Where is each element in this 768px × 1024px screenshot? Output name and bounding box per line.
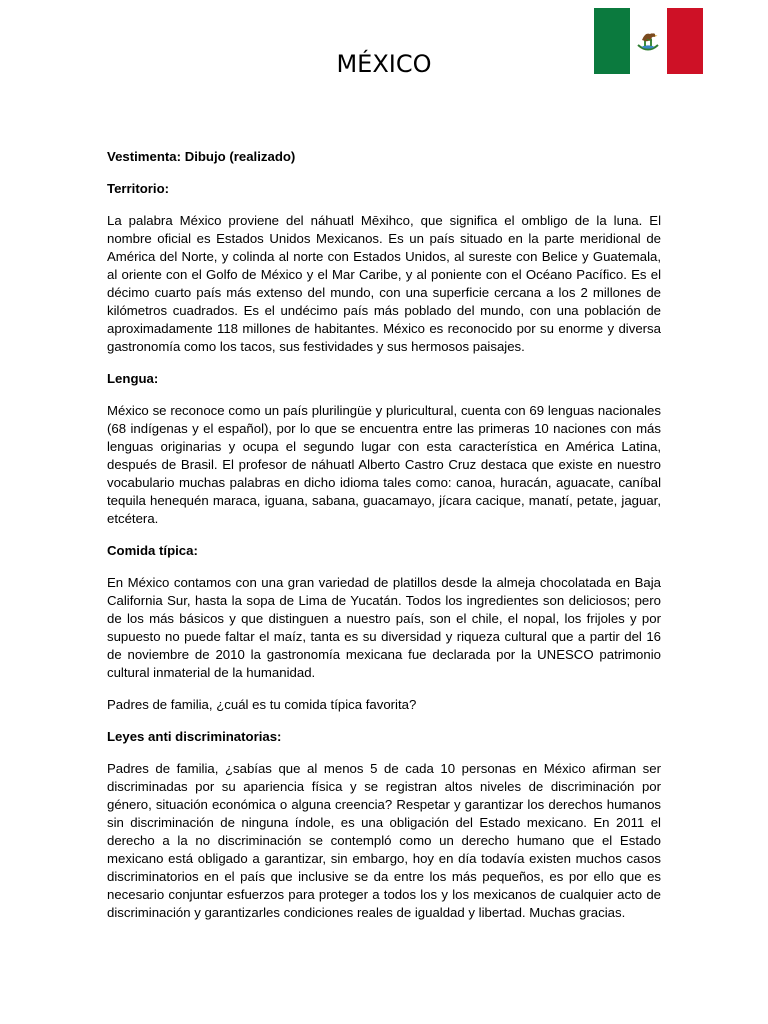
flag-red-stripe <box>667 8 703 74</box>
paragraph-territorio: La palabra México proviene del náhuatl Mēxihco, que significa el ombligo de la luna. El nombre oficial es Estados Unidos Mexicanos. Es un país situado en la parte meridional de América del Norte, y colinda al norte con Estados Unidos, al sureste con Belice y Guatemala, al oriente con el Golfo de México y el Mar Caribe, y al poniente con el Océano Pacífico. Es el décimo cuarto país más extenso del mundo, con una superficie cercana a los 2 millones de kilómetros cuadrados. Es el undécimo país más poblado del mundo, con una población de aproximadamente 118 millones de habitantes. México es reconocido por su enorme y diversa gastronomía como los tacos, sus festividades y sus hermosos paisajes. <box>107 213 661 354</box>
flag-green-stripe <box>594 8 630 74</box>
flag-white-stripe <box>630 8 666 74</box>
heading-comida: Comida típica: <box>107 543 198 558</box>
paragraph-comida-question: Padres de familia, ¿cuál es tu comida típica favorita? <box>107 697 417 712</box>
heading-vestimenta: Vestimenta: Dibujo (realizado) <box>107 149 296 164</box>
heading-lengua: Lengua: <box>107 371 159 386</box>
paragraph-leyes: Padres de familia, ¿sabías que al menos 5 de cada 10 personas en México afirman ser discriminadas por su apariencia física y se registran altos niveles de discriminación por género, situación económica o alguna creencia? Respetar y garantizar los derechos humanos sin discriminación de ninguna índole, es una obligación del Estado mexicano. En 2011 el derecho a la no discriminación se contempló como un derecho humano que el Estado mexicano está obligado a garantizar, sin embargo, hoy en día todavía existen muchos casos discriminatorios en el país que inclusive se da entre los más pequeños, es por ello que es necesario conjuntar esfuerzos para proteger a todos los y los mexicanos de cualquier acto de discriminación y garantizarles condiciones reales de igualdad y libertad. Muchas gracias. <box>107 761 661 920</box>
heading-leyes: Leyes anti discriminatorias: <box>107 729 282 744</box>
paragraph-lengua: México se reconoce como un país plurilingüe y pluricultural, cuenta con 69 lenguas nacionales (68 indígenas y el español), por lo que se encuentra entre las primeras 10 naciones con más lenguas originarias y ocupa el segundo lugar con esta característica en América Latina, después de Brasil. El profesor de náhuatl Alberto Castro Cruz destaca que existe en nuestro vocabulario muchas palabras en dicho idioma tales como: canoa, huracán, aguacate, caníbal tequila henequén maraca, iguana, sabana, guacamayo, jícara cacique, manatí, petate, jaguar, etcétera. <box>107 403 661 526</box>
paragraph-comida: En México contamos con una gran variedad de platillos desde la almeja chocolatada en Baja California Sur, hasta la sopa de Lima de Yucatán. Todos los ingredientes son deliciosos; pero de los más básicos y que distinguen a nuestro país, son el chile, el nopal, los frijoles y por supuesto no puede faltar el maíz, tanta es su diversidad y riqueza cultural que a partir del 16 de noviembre de 2010 la gastronomía mexicana fue declarada por la UNESCO patrimonio cultural inmaterial de la humanidad. <box>107 575 661 680</box>
page-title: MÉXICO <box>336 50 432 78</box>
coat-of-arms-icon <box>635 28 661 54</box>
document-body <box>107 148 661 936</box>
heading-territorio: Territorio: <box>107 181 170 196</box>
mexico-flag <box>594 8 703 74</box>
